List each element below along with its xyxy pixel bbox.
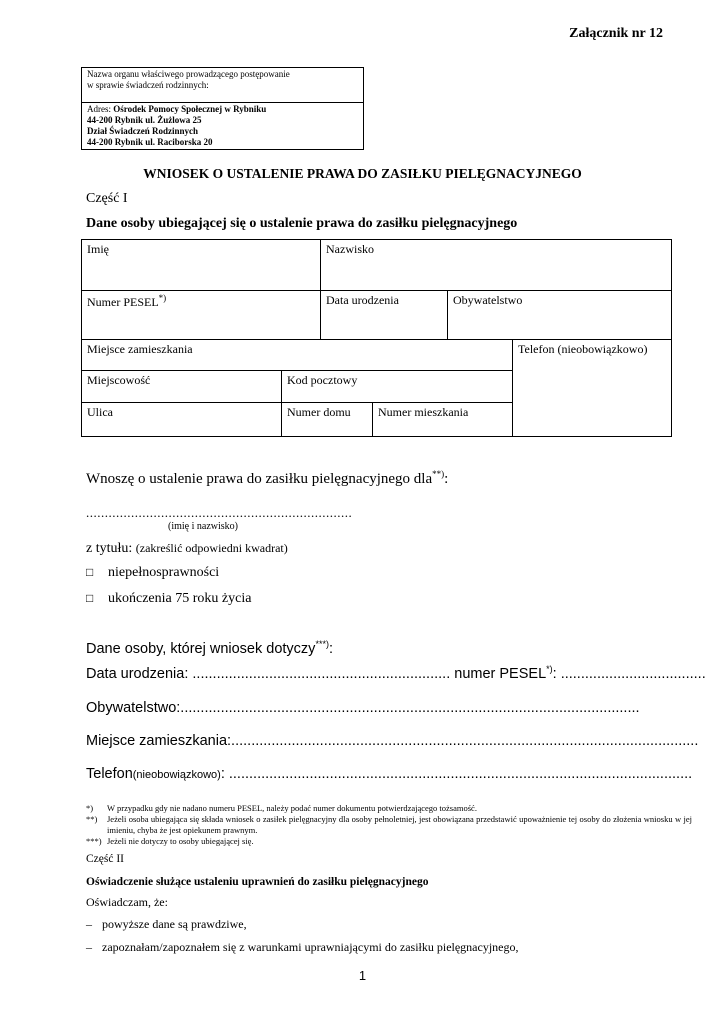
- citizenship-line[interactable]: Obywatelstwo:..................................................................................................................: [86, 700, 640, 716]
- city-field[interactable]: Miejscowość: [81, 370, 282, 403]
- birth-date-field[interactable]: Data urodzenia: [320, 290, 448, 340]
- page-number: 1: [358, 968, 367, 983]
- document-title: WNIOSEK O USTALENIE PRAWA DO ZASIŁKU PIELĘGNACYJNEGO: [143, 166, 582, 181]
- checkbox-icon[interactable]: □: [86, 565, 94, 579]
- person-heading: Dane osoby, której wniosek dotyczy***):: [86, 639, 333, 657]
- citizenship-field[interactable]: Obywatelstwo: [447, 290, 672, 340]
- request-statement: Wnoszę o ustalenie prawa do zasiłku pielęgnacyjnego dla**):: [86, 469, 449, 487]
- option-disability[interactable]: □ niepełnosprawności: [86, 565, 220, 580]
- street-field[interactable]: Ulica: [81, 402, 282, 437]
- residence-line[interactable]: Miejsce zamieszkania:....................................................................................................................: [86, 733, 699, 749]
- authority-box: [81, 67, 364, 150]
- authority-label: Nazwa organu właściwego prowadzącego postępowanie w sprawie świadczeń rodzinnych:: [82, 68, 363, 103]
- residence-label: Miejsce zamieszkania: [81, 339, 513, 371]
- authority-address: Adres: Ośrodek Pomocy Społecznej w Rybniku 44-200 Rybnik ul. Żużlowa 25 Dział Świadczeń Rodzinnych 44-200 Rybnik ul. Raciborska 20: [87, 104, 267, 147]
- part-2-heading: Oświadczenie służące ustaleniu uprawnień do zasiłku pielęgnacyjnego: [86, 876, 429, 888]
- footnote: **) Jeżeli osoba ubiegająca się składa wniosek o zasiłek pielęgnacyjny dla osoby pełnoletniej, jest obowiązana przedstawić upoważnienie tej osoby do złożenia wniosku w jej imieniu, chyba że jest opiekunem prawnym.: [86, 814, 692, 835]
- option-age-75[interactable]: □ ukończenia 75 roku życia: [86, 591, 252, 606]
- pesel-field[interactable]: Numer PESEL*): [81, 290, 321, 340]
- footnotes: [86, 803, 692, 847]
- title-basis: z tytułu: (zakreślić odpowiedni kwadrat): [86, 541, 288, 556]
- phone-field[interactable]: Telefon (nieobowiązkowo): [512, 339, 672, 437]
- beneficiary-name-line[interactable]: .......................................................................: [86, 505, 353, 520]
- last-name-field[interactable]: Nazwisko: [320, 239, 672, 291]
- attachment-label: Załącznik nr 12: [569, 26, 663, 41]
- name-hint: (imię i nazwisko): [168, 521, 238, 532]
- part-2-label: Część II: [86, 853, 124, 865]
- birth-pesel-line[interactable]: Data urodzenia: ................................................................ numer PESEL*): ....................................: [86, 664, 706, 682]
- part-1-heading: Dane osoby ubiegającej się o ustalenie prawa do zasiłku pielęgnacyjnego: [86, 216, 518, 231]
- applicant-form: [81, 239, 672, 437]
- phone-line[interactable]: Telefon(nieobowiązkowo): ...................................................................................................................: [86, 766, 693, 782]
- footnote: *) W przypadku gdy nie nadano numeru PESEL, należy podać numer dokumentu potwierdzającego tożsamość.: [86, 803, 477, 813]
- first-name-field[interactable]: Imię: [81, 239, 321, 291]
- postal-code-field[interactable]: Kod pocztowy: [281, 370, 513, 403]
- apartment-number-field[interactable]: Numer mieszkania: [372, 402, 513, 437]
- declaration-intro: Oświadczam, że:: [86, 895, 168, 909]
- checkbox-icon[interactable]: □: [86, 591, 94, 605]
- house-number-field[interactable]: Numer domu: [281, 402, 373, 437]
- declaration-item: – powyższe dane są prawdziwe,: [86, 917, 247, 931]
- part-1-label: Część I: [86, 191, 128, 206]
- declaration-item: – zapoznałam/zapoznałem się z warunkami uprawniającymi do zasiłku pielęgnacyjnego,: [86, 940, 519, 954]
- footnote: ***) Jeżeli nie dotyczy to osoby ubiegającej się.: [86, 836, 254, 846]
